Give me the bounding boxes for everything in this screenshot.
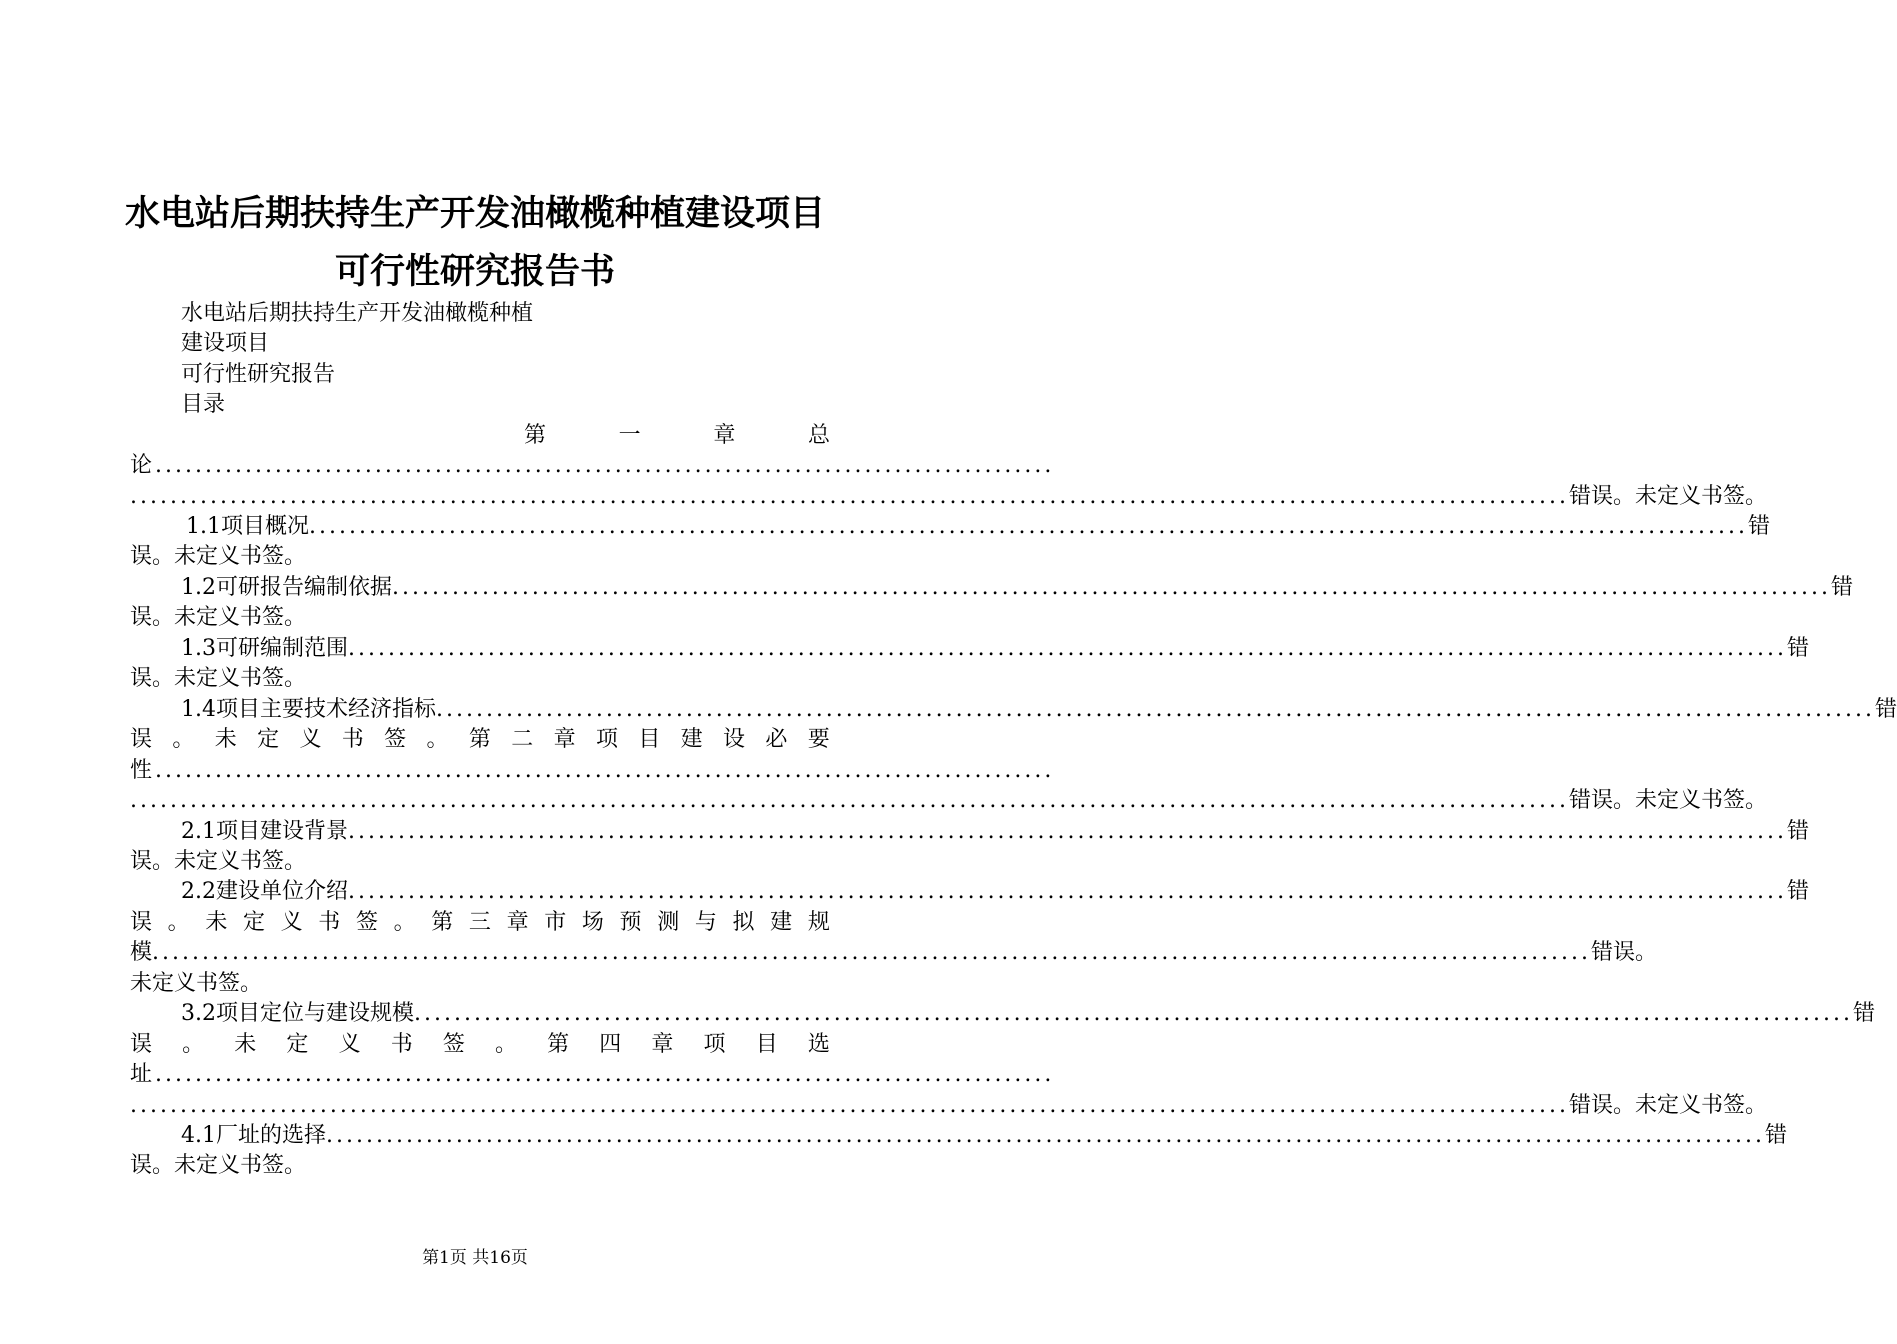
toc-chapter-2-line-3: ..... 错误。未定义书签。 (130, 786, 830, 816)
toc-chapter-3-heading: 误 。 未 定 义 书 签 。 第 三 章 市 场 预 测 与 拟 建 规 (130, 910, 830, 935)
toc-chapter-1-line-3: ..... 错误。未定义书签。 (130, 482, 830, 512)
toc-entry-1-1-cont: 误。未定义书签。 (130, 544, 307, 569)
toc-entry-2-1-cont: 误。未定义书签。 (130, 849, 307, 874)
toc-chapter-1-line-2: 论.......................................................................................... (130, 453, 1055, 478)
document-title-line-2: 可行性研究报告书 (334, 251, 615, 292)
toc-entry-2-2[interactable]: 2.2建设单位介绍 ..... 错 (181, 877, 830, 907)
toc-chapter-4-line-3: ..... 错误。未定义书签。 (130, 1091, 830, 1121)
intro-line-2: 建设项目 (181, 331, 270, 356)
toc-entry-1-4[interactable]: 1.4项目主要技术经济指标 ..... 错 (181, 695, 830, 725)
toc-entry-1-3[interactable]: 1.3可研编制范围 ..... 错 (181, 634, 830, 664)
toc-chapter-2-line-2: 性.......................................................................................... (130, 758, 1055, 783)
toc-chapter-2-heading: 误 。 未 定 义 书 签 。 第 二 章 项 目 建 设 必 要 (130, 727, 830, 752)
toc-heading: 目录 (181, 392, 226, 417)
toc-entry-3-2[interactable]: 3.2项目定位与建设规模 ..... 错 (181, 999, 830, 1029)
toc-entry-1-1[interactable]: 1.1项目概况 ..... 错 (186, 512, 830, 542)
page-footer: 第1页 共16页 (422, 1248, 528, 1268)
intro-line-1: 水电站后期扶持生产开发油橄榄种植 (181, 301, 534, 326)
toc-entry-2-1[interactable]: 2.1项目建设背景 ..... 错 (181, 817, 830, 847)
toc-entry-1-2-cont: 误。未定义书签。 (130, 605, 307, 630)
toc-chapter-3-line-3: 未定义书签。 (130, 971, 263, 996)
toc-entry-1-2[interactable]: 1.2可研报告编制依据 ..... 错 (181, 573, 830, 603)
toc-chapter-4-line-2: 址.......................................................................................... (130, 1062, 1055, 1087)
toc-chapter-1-heading: 第 一 章 总 (524, 423, 830, 448)
toc-entry-4-1[interactable]: 4.1厂址的选择 ..... 错 (181, 1121, 830, 1151)
document-title-line-1: 水电站后期扶持生产开发油橄榄种植建设项目 (124, 193, 825, 234)
toc-chapter-4-heading: 误 。 未 定 义 书 签 。 第 四 章 项 目 选 (130, 1032, 830, 1057)
intro-line-3: 可行性研究报告 (181, 362, 336, 387)
toc-entry-4-1-cont: 误。未定义书签。 (130, 1153, 307, 1178)
toc-chapter-3-line-2: 模 ..... 错误。 (130, 938, 850, 968)
toc-entry-1-3-cont: 误。未定义书签。 (130, 666, 307, 691)
